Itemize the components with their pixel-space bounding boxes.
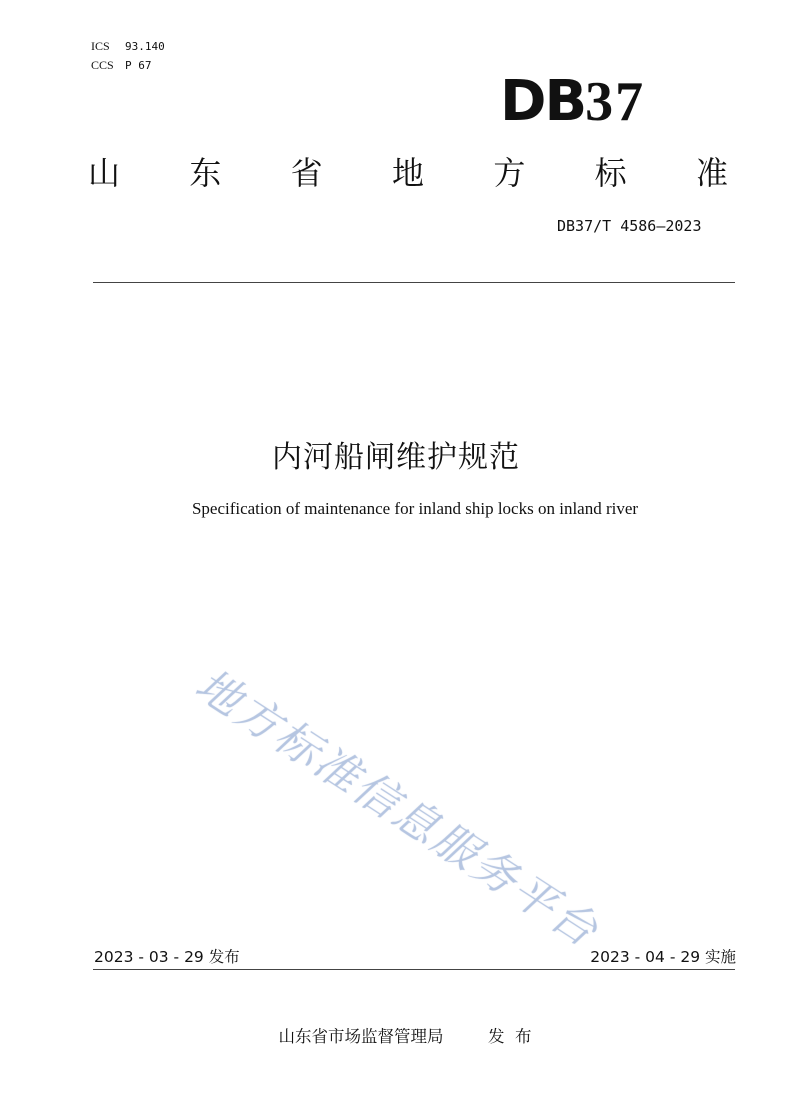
province-char: 山 — [88, 154, 121, 192]
ccs-value: P 67 — [125, 59, 152, 72]
province-char: 标 — [594, 154, 627, 192]
issue-date: 2023 - 03 - 29 发布 — [94, 948, 240, 966]
issuer-line — [0, 1023, 792, 1047]
ccs-line — [91, 56, 165, 75]
standard-number: DB37/T 4586—2023 — [557, 217, 702, 235]
header-divider — [93, 282, 735, 283]
watermark-text: 地方标准信息服务平台 — [186, 659, 609, 958]
implement-date: 2023 - 04 - 29 实施 — [590, 948, 736, 966]
issue-word: 发 布 — [488, 1027, 532, 1046]
document-title-cn: 内河船闸维护规范 — [272, 440, 520, 475]
province-char: 地 — [391, 154, 424, 192]
ics-value: 93.140 — [125, 40, 165, 53]
logo-prefix: DB — [500, 69, 586, 134]
db-logo — [500, 69, 646, 134]
province-char: 省 — [290, 154, 323, 192]
footer-divider — [93, 969, 735, 970]
logo-number: 37 — [585, 71, 646, 133]
province-standard-title — [88, 153, 728, 193]
ics-line — [91, 37, 165, 56]
issuer-name: 山东省市场监督管理局 — [278, 1027, 444, 1046]
document-title-en: Specification of maintenance for inland ship locks on inland river — [191, 499, 639, 518]
province-char: 准 — [695, 154, 728, 192]
classification-block — [91, 37, 165, 75]
province-char: 方 — [493, 154, 526, 192]
province-char: 东 — [189, 154, 222, 192]
ics-label: ICS — [91, 39, 110, 53]
ccs-label: CCS — [91, 58, 114, 72]
